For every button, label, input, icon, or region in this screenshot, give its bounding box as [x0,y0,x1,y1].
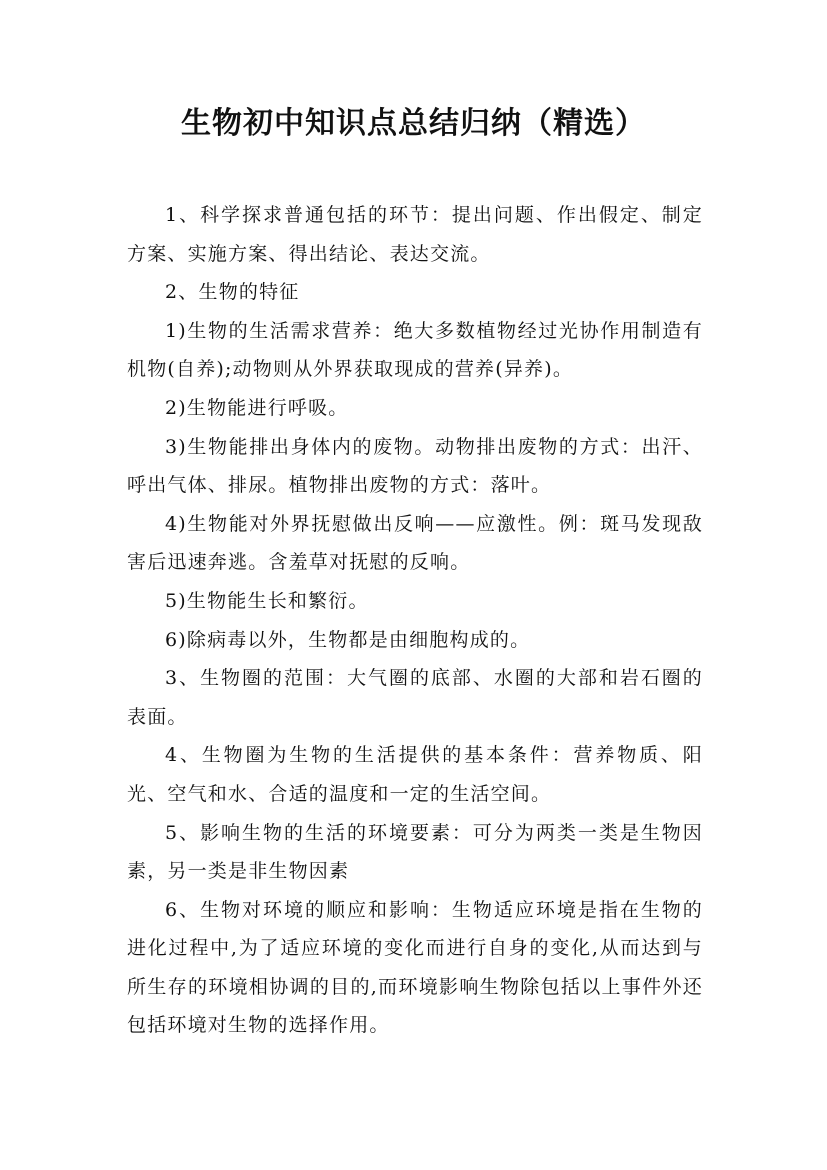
document-title: 生物初中知识点总结归纳（精选） [181,106,646,141]
paragraph-6: 4)生物能对外界抚慰做出反响——应激性。例：斑马发现敌害后迅速奔逃。含羞草对抚慰的反响。 [127,512,703,574]
paragraph-8: 6)除病毒以外，生物都是由细胞构成的。 [165,628,531,651]
paragraph-11: 5、影响生物的生活的环境要素：可分为两类一类是生物因素，另一类是非生物因素 [127,821,703,883]
paragraph-2: 2、生物的特征 [165,281,300,304]
paragraph-12: 6、生物对环境的顺应和影响：生物适应环境是指在生物的进化过程中,为了适应环境的变化而进行自身的变化,从而达到与所生存的环境相协调的目的,而环境影响生物除包括以上事件外还包括环境对生物的选择作用。 [127,898,703,1037]
paragraph-10: 4、生物圈为生物的生活提供的基本条件：营养物质、阳光、空气和水、合适的温度和一定的生活空间。 [127,744,703,805]
paragraph-4: 2)生物能进行呼吸。 [165,396,349,419]
paragraph-3: 1)生物的生活需求营养：绝大多数植物经过光协作用制造有机物(自养);动物则从外界获取现成的营养(异养)。 [127,319,703,381]
document-body [127,196,703,1045]
paragraph-1: 1、科学探求普通包括的环节：提出问题、作出假定、制定方案、实施方案、得出结论、表达交流。 [127,204,703,265]
paragraph-7: 5)生物能生长和繁衍。 [165,589,369,612]
paragraph-5: 3)生物能排出身体内的废物。动物排出废物的方式：出汗、呼出气体、排尿。植物排出废物的方式：落叶。 [127,435,703,497]
paragraph-9: 3、生物圈的范围：大气圈的底部、水圈的大部和岩石圈的表面。 [127,667,703,728]
